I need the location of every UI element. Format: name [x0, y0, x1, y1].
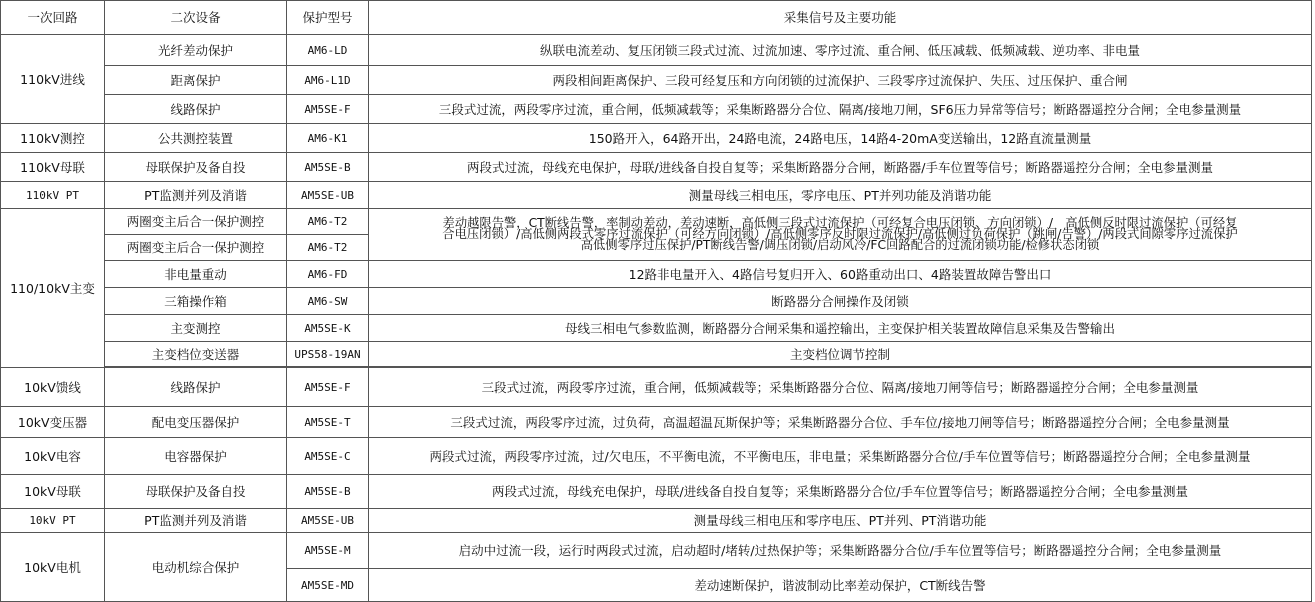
header-primary-circuit: 一次回路: [1, 1, 105, 35]
device-cell: 主变测控: [105, 315, 287, 342]
table-row: [1, 533, 1312, 569]
device-cell: 配电变压器保护: [105, 407, 287, 438]
device-cell: 线路保护: [105, 368, 287, 407]
function-cell: 纵联电流差动、复压闭锁三段式过流、过流加速、零序过流、重合闸、低压减载、低频减载、逆功率、非电量: [369, 35, 1312, 66]
header-signals-functions: 采集信号及主要功能: [369, 1, 1312, 35]
table-row: [1, 66, 1312, 95]
header-row: [1, 1, 1312, 35]
device-cell: 三箱操作箱: [105, 288, 287, 315]
function-cell: 差动速断保护，谐波制动比率差动保护，CT断线告警: [369, 569, 1312, 602]
device-cell: PT监测并列及消谐: [105, 509, 287, 533]
table-row: [1, 475, 1312, 509]
device-cell: 主变档位变送器: [105, 342, 287, 367]
function-cell: 三段式过流，两段零序过流，重合闸，低频减载等；采集断路器分合位、隔离/接地刀闸等信号；断路器遥控分合闸；全电参量测量: [369, 368, 1312, 407]
model-cell: AM5SE-UB: [287, 509, 369, 533]
function-line: 差动越限告警，CT断线告警，率制动差动，差动速断，高低侧三段式过流保护（可经复合电压闭锁、方向闭锁）/ 高低侧反时限过流保护（可经复: [442, 216, 1238, 230]
model-cell: AM5SE-F: [287, 368, 369, 407]
function-line: 合电压闭锁）/高低侧两段式零序过流保护（可经方向闭锁）/高低侧零序反时限过流保护/高低侧过负荷保护（跳闸/告警）/两段式间隙零序过流保护: [442, 227, 1238, 241]
device-cell: 两圈变主后合一保护测控: [105, 209, 287, 235]
function-cell: 断路器分合闸操作及闭锁: [369, 288, 1312, 315]
table-row: [1, 315, 1312, 342]
primary-circuit-cell: 110kV母联: [1, 153, 105, 182]
device-cell: 电动机综合保护: [105, 533, 287, 602]
function-cell: 三段式过流，两段零序过流，重合闸，低频减载等；采集断路器分合位、隔离/接地刀闸，SF6压力异常等信号；断路器遥控分合闸；全电参量测量: [369, 95, 1312, 124]
primary-circuit-cell: 110kV测控: [1, 124, 105, 153]
function-cell: 两段相间距离保护、三段可经复压和方向闭锁的过流保护、三段零序过流保护、失压、过压保护、重合闸: [369, 66, 1312, 95]
model-cell: AM5SE-B: [287, 475, 369, 509]
device-cell: 两圈变主后合一保护测控: [105, 235, 287, 261]
table-row: [1, 509, 1312, 533]
device-cell: 线路保护: [105, 95, 287, 124]
device-cell: 光纤差动保护: [105, 35, 287, 66]
device-cell: 电容器保护: [105, 438, 287, 475]
device-cell: 母联保护及备自投: [105, 153, 287, 182]
table-row: [1, 124, 1312, 153]
function-cell: 母线三相电气参数监测，断路器分合闸采集和遥控输出，主变保护相关装置故障信息采集及告警输出: [369, 315, 1312, 342]
function-cell: 主变档位调节控制: [369, 342, 1312, 367]
function-cell: 两段式过流，母线充电保护，母联/进线备自投自复等；采集断路器分合位/手车位置等信号；断路器遥控分合闸；全电参量测量: [369, 475, 1312, 509]
function-cell: 三段式过流，两段零序过流，过负荷，高温超温瓦斯保护等；采集断路器分合位、手车位/接地刀闸等信号；断路器遥控分合闸；全电参量测量: [369, 407, 1312, 438]
device-cell: PT监测并列及消谐: [105, 182, 287, 209]
primary-circuit-cell: 10kV变压器: [1, 407, 105, 438]
table-row: [1, 288, 1312, 315]
function-cell: 两段式过流，两段零序过流，过/欠电压，不平衡电流，不平衡电压，非电量；采集断路器分合位/手车位置等信号；断路器遥控分合闸；全电参量测量: [369, 438, 1312, 475]
table-row: [1, 95, 1312, 124]
model-cell: AM5SE-T: [287, 407, 369, 438]
table-row: [1, 368, 1312, 407]
primary-circuit-cell: 10kV电机: [1, 533, 105, 602]
model-cell: AM6-SW: [287, 288, 369, 315]
device-cell: 公共测控装置: [105, 124, 287, 153]
function-cell: 测量母线三相电压和零序电压、PT并列、PT消谐功能: [369, 509, 1312, 533]
primary-circuit-cell: 110/10kV主变: [1, 209, 105, 368]
model-cell: AM6-T2: [287, 209, 369, 235]
table-row: [1, 438, 1312, 475]
header-protection-model: 保护型号: [287, 1, 369, 35]
primary-circuit-cell: 10kV馈线: [1, 368, 105, 407]
model-cell: AM5SE-C: [287, 438, 369, 475]
function-cell: [369, 209, 1312, 261]
model-cell: AM5SE-M: [287, 533, 369, 569]
function-cell: 150路开入，64路开出，24路电流，24路电压，14路4-20mA变送输出，12路直流量测量: [369, 124, 1312, 153]
function-cell: 12路非电量开入、4路信号复归开入、60路重动出口、4路装置故障告警出口: [369, 261, 1312, 288]
model-cell: AM5SE-K: [287, 315, 369, 342]
model-cell: AM6-LD: [287, 35, 369, 66]
table-row: [1, 35, 1312, 66]
primary-circuit-cell: 10kV母联: [1, 475, 105, 509]
model-cell: AM5SE-UB: [287, 182, 369, 209]
model-cell: AM5SE-B: [287, 153, 369, 182]
primary-circuit-cell: 110kV进线: [1, 35, 105, 124]
model-cell: UPS58-19AN: [287, 342, 369, 367]
function-cell: 启动中过流一段，运行时两段式过流，启动超时/堵转/过热保护等；采集断路器分合位/手车位置等信号；断路器遥控分合闸；全电参量测量: [369, 533, 1312, 569]
model-cell: AM6-FD: [287, 261, 369, 288]
table-row: [1, 407, 1312, 438]
device-cell: 母联保护及备自投: [105, 475, 287, 509]
table-row: [1, 261, 1312, 288]
model-cell: AM5SE-MD: [287, 569, 369, 602]
model-cell: AM6-K1: [287, 124, 369, 153]
device-cell: 距离保护: [105, 66, 287, 95]
model-cell: AM5SE-F: [287, 95, 369, 124]
model-cell: AM6-T2: [287, 235, 369, 261]
function-cell: 两段式过流，母线充电保护，母联/进线备自投自复等；采集断路器分合闸，断路器/手车位置等信号；断路器遥控分合闸；全电参量测量: [369, 153, 1312, 182]
primary-circuit-cell: 10kV PT: [1, 509, 105, 533]
table-row: [1, 182, 1312, 209]
table-row: [1, 153, 1312, 182]
function-cell: 测量母线三相电压，零序电压、PT并列功能及消谐功能: [369, 182, 1312, 209]
primary-circuit-cell: 10kV电容: [1, 438, 105, 475]
table-row: [1, 342, 1312, 367]
model-cell: AM6-L1D: [287, 66, 369, 95]
table-row: [1, 209, 1312, 235]
device-cell: 非电量重动: [105, 261, 287, 288]
primary-circuit-cell: 110kV PT: [1, 182, 105, 209]
function-line: 高低侧零序过压保护/PT断线告警/调压闭锁/启动风冷/FC回路配合的过流闭锁功能/检修状态闭锁: [580, 238, 1100, 252]
header-secondary-device: 二次设备: [105, 1, 287, 35]
